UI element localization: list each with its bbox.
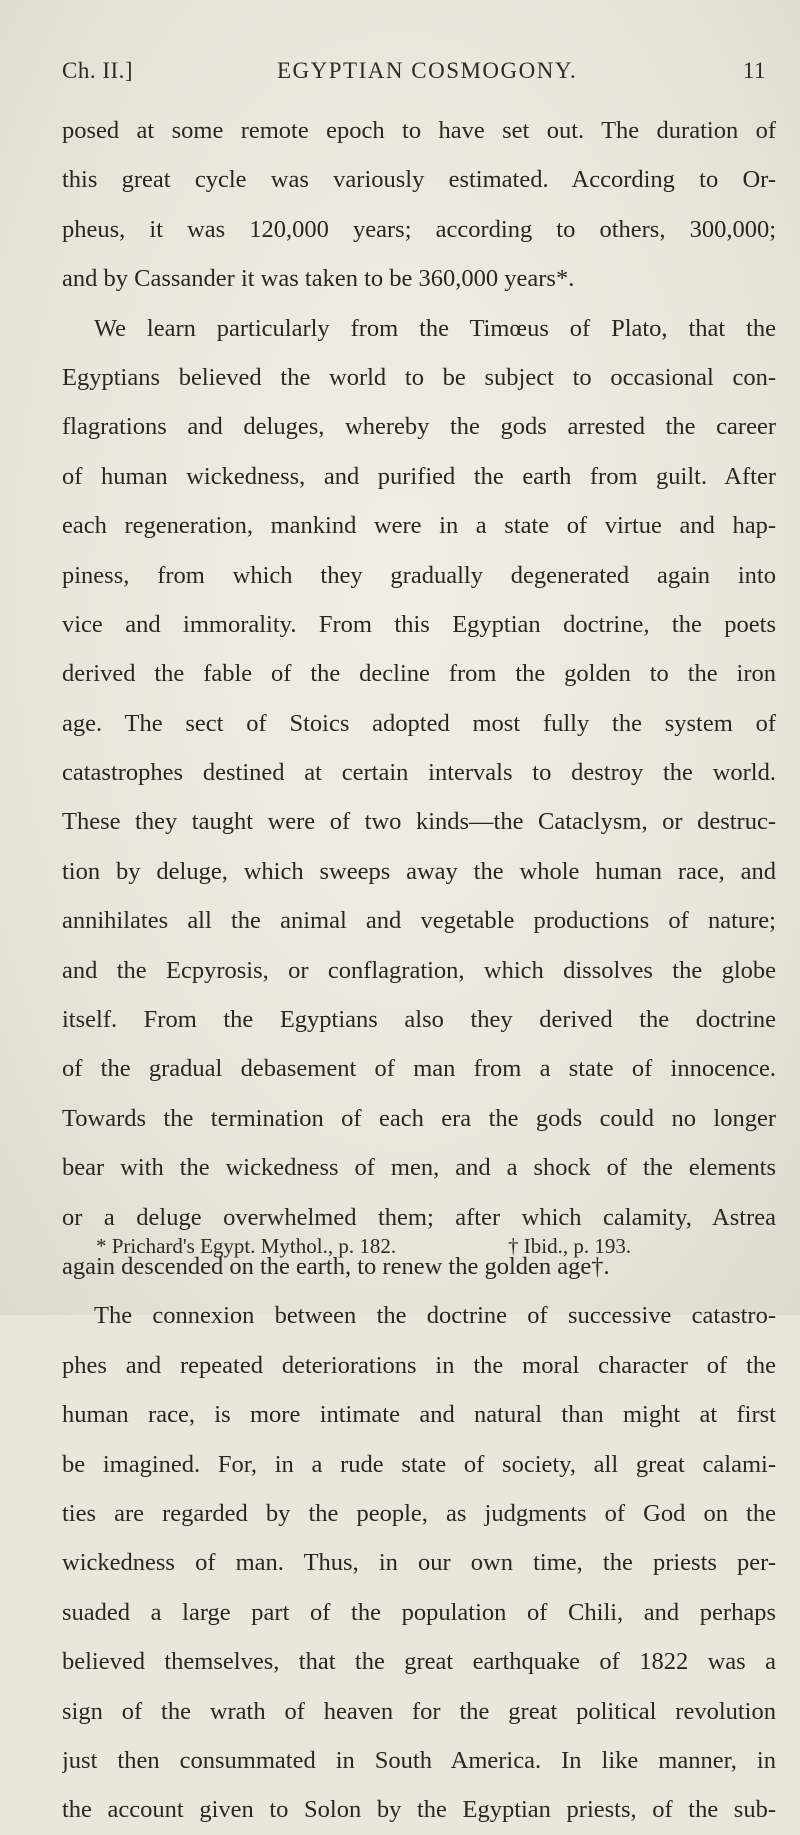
text-line: itself. From the Egyptians also they derived the doctrine <box>62 1006 776 1034</box>
text-line: each regeneration, mankind were in a state of virtue and hap- <box>62 512 776 540</box>
text-line: age. The sect of Stoics adopted most fully the system of <box>62 709 776 737</box>
text-line: piness, from which they gradually degenerated again into <box>62 561 776 589</box>
text-line: suaded a large part of the population of Chili, and perhaps <box>62 1598 776 1626</box>
text-line: of the gradual debasement of man from a state of innocence. <box>62 1055 776 1083</box>
text-line: derived the fable of the decline from the golden to the iron <box>62 660 776 688</box>
text-line: vice and immorality. From this Egyptian doctrine, the poets <box>62 610 776 638</box>
body-text <box>62 106 776 1835</box>
running-title: EGYPTIAN COSMOGONY. <box>277 58 578 83</box>
text-line: bear with the wickedness of men, and a shock of the elements <box>62 1154 776 1182</box>
text-line: be imagined. For, in a rude state of society, all great calami- <box>62 1450 776 1478</box>
text-line: We learn particularly from the Timœus of Plato, that the <box>94 314 776 342</box>
text-line: posed at some remote epoch to have set out. The duration of <box>62 117 776 144</box>
footnote-2: † Ibid., p. 193. <box>508 1234 632 1258</box>
text-line: and the Ecpyrosis, or conflagration, which dissolves the globe <box>62 956 776 984</box>
page-number: 11 <box>742 58 766 83</box>
text-line: phes and repeated deteriorations in the moral character of the <box>62 1351 776 1379</box>
text-line: again descended on the earth, to renew the golden age†. <box>62 1252 610 1280</box>
text-line: and by Cassander it was taken to be 360,000 years*. <box>62 265 575 293</box>
text-line: human race, is more intimate and natural than might at first <box>62 1401 776 1429</box>
text-line: believed themselves, that the great earthquake of 1822 was a <box>62 1648 776 1676</box>
text-line: These they taught were of two kinds—the Cataclysm, or destruc- <box>62 808 776 836</box>
text-line: catastrophes destined at certain intervals to destroy the world. <box>62 759 776 787</box>
text-line: flagrations and deluges, whereby the gods arrested the career <box>62 413 776 441</box>
text-line: Towards the termination of each era the gods could no longer <box>62 1104 776 1132</box>
text-line: annihilates all the animal and vegetable productions of nature; <box>62 907 776 935</box>
text-line: tion by deluge, which sweeps away the whole human race, and <box>62 857 776 885</box>
text-line: pheus, it was 120,000 years; according to others, 300,000; <box>62 215 776 243</box>
footnotes <box>96 1234 766 1266</box>
text-line: The connexion between the doctrine of successive catastro- <box>94 1302 776 1330</box>
text-line: wickedness of man. Thus, in our own time, the priests per- <box>62 1549 776 1577</box>
text-line: Egyptians believed the world to be subject to occasional con- <box>62 363 776 391</box>
footnote-1: * Prichard's Egypt. Mythol., p. 182. <box>96 1234 397 1258</box>
text-line: the account given to Solon by the Egyptian priests, of the sub- <box>62 1796 776 1824</box>
chapter-label: Ch. II.] <box>62 58 134 83</box>
text-line: or a deluge overwhelmed them; after which calamity, Astrea <box>62 1203 776 1231</box>
text-line: just then consummated in South America. In like manner, in <box>62 1746 776 1774</box>
text-line: this great cycle was variously estimated. According to Or- <box>62 166 776 194</box>
text-line: of human wickedness, and purified the earth from guilt. After <box>62 462 776 490</box>
running-header <box>62 58 766 92</box>
text-line: sign of the wrath of heaven for the great political revolution <box>62 1697 776 1725</box>
text-line: ties are regarded by the people, as judgments of God on the <box>62 1499 776 1527</box>
